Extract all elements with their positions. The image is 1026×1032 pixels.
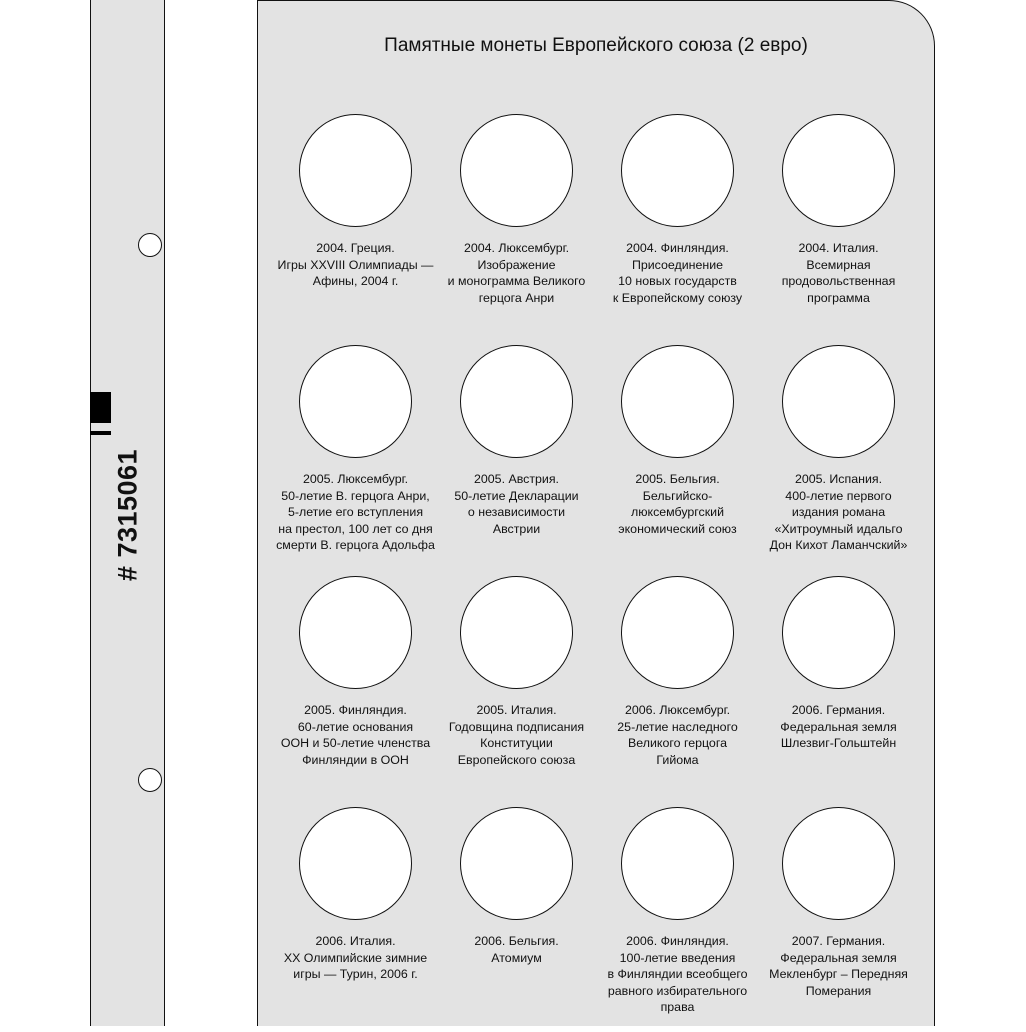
coin-caption: 2006. Бельгия. Атомиум	[474, 934, 559, 965]
coin-slot	[597, 114, 758, 339]
coin-slot	[597, 345, 758, 570]
coin-hole	[782, 345, 895, 458]
coin-hole	[460, 807, 573, 920]
coin-slot	[758, 807, 919, 1032]
coin-hole	[460, 576, 573, 689]
coin-hole	[621, 576, 734, 689]
page-title: Памятные монеты Европейского союза (2 евро)	[384, 35, 808, 56]
coin-hole	[299, 345, 412, 458]
coin-caption: 2006. Италия. XX Олимпийские зимние игры — Турин, 2006 г.	[283, 934, 428, 981]
coin-slot	[758, 345, 919, 570]
binder-hole-top	[138, 233, 162, 257]
coin-slot	[436, 807, 597, 1032]
coin-caption: 2005. Финляндия. 60-летие основания ООН и 50-летие членства Финляндии в ООН	[280, 703, 431, 767]
coin-hole	[460, 345, 573, 458]
coin-slot	[275, 345, 436, 570]
coin-hole	[621, 345, 734, 458]
coin-caption: 2004. Люксембург. Изображение и монограмма Великого герцога Анри	[447, 241, 586, 305]
coin-caption: 2005. Бельгия. Бельгийско- люксембургский экономический союз	[618, 472, 737, 536]
coin-caption: 2004. Италия. Всемирная продовольственная программа	[781, 241, 896, 305]
coin-hole	[782, 576, 895, 689]
coin-hole	[782, 807, 895, 920]
coin-slot	[758, 576, 919, 801]
catalog-code: # 7315061	[112, 448, 143, 582]
coin-hole	[621, 114, 734, 227]
coin-hole	[299, 576, 412, 689]
coin-hole	[621, 807, 734, 920]
coin-slot	[436, 114, 597, 339]
coin-caption: 2006. Финляндия. 100-летие введения в Финляндии всеобщего равного избирательного права	[607, 934, 748, 1014]
coin-slot	[597, 576, 758, 801]
coin-slot	[275, 114, 436, 339]
coin-caption: 2005. Испания. 400-летие первого издания романа «Хитроумный идальго Дон Кихот Ламанчский»	[769, 472, 908, 552]
coin-caption: 2005. Италия. Годовщина подписания Конституции Европейского союза	[448, 703, 585, 767]
coin-caption: 2005. Люксембург. 50-летие В. герцога Анри, 5-летие его вступления на престол, 100 лет со дня смерти В. герцога Адольфа	[276, 472, 435, 552]
coin-hole	[299, 114, 412, 227]
coin-slot	[275, 807, 436, 1032]
coin-slot	[758, 114, 919, 339]
coin-caption: 2006. Германия. Федеральная земля Шлезвиг-Гольштейн	[780, 703, 897, 750]
coin-hole	[299, 807, 412, 920]
binder-hole-bottom	[138, 768, 162, 792]
coin-caption: 2007. Германия. Федеральная земля Мекленбург – Передняя Померания	[769, 934, 908, 998]
coin-hole	[782, 114, 895, 227]
coin-slot	[597, 807, 758, 1032]
coin-caption: 2004. Греция. Игры XXVIII Олимпиады — Афины, 2004 г.	[277, 241, 434, 288]
coin-slot	[436, 576, 597, 801]
registration-mark-bar	[90, 431, 111, 435]
coin-slot	[275, 576, 436, 801]
registration-mark-square	[90, 392, 111, 423]
coin-caption: 2005. Австрия. 50-летие Декларации о независимости Австрии	[454, 472, 579, 536]
coin-grid	[275, 114, 920, 1014]
coin-slot	[436, 345, 597, 570]
coin-caption: 2004. Финляндия. Присоединение 10 новых государств к Европейскому союзу	[612, 241, 743, 305]
coin-hole	[460, 114, 573, 227]
coin-caption: 2006. Люксембург. 25-летие наследного Великого герцога Гийома	[617, 703, 738, 767]
